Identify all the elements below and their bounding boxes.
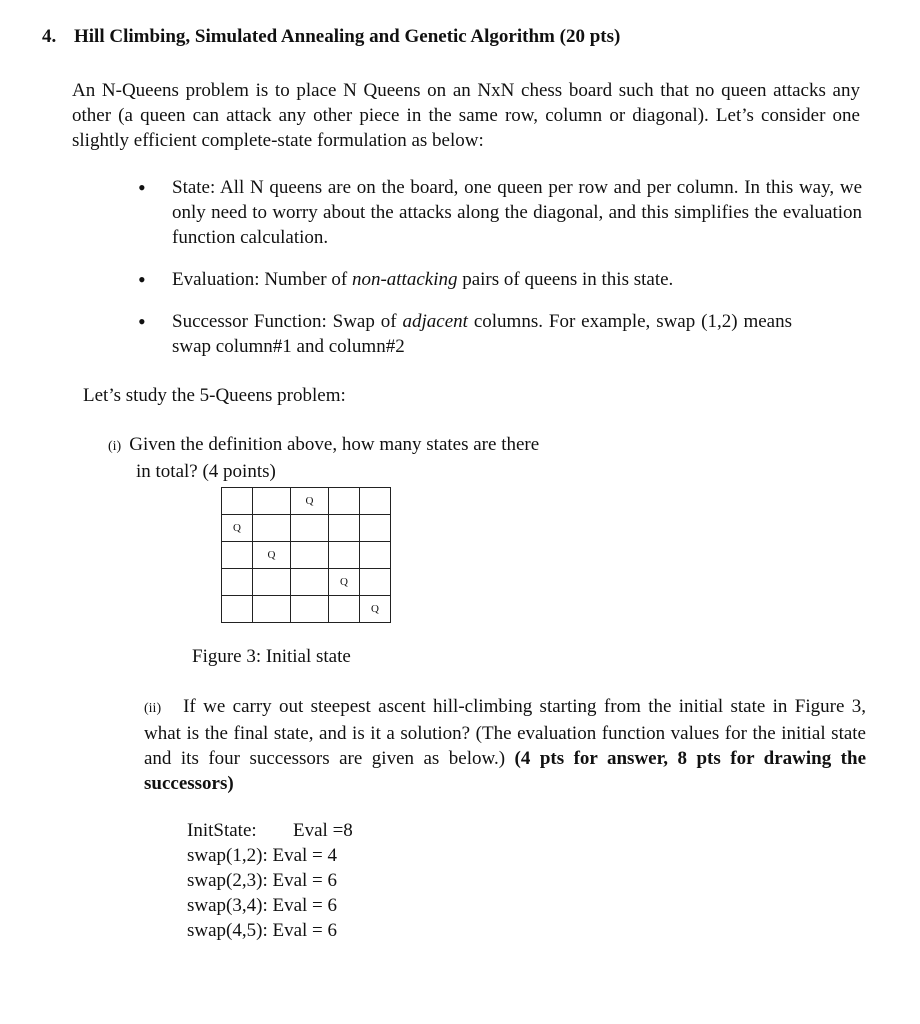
question-1	[108, 432, 628, 484]
evaluation-bullet	[136, 267, 862, 292]
evaluation-row	[187, 893, 353, 918]
board-cell	[329, 515, 360, 542]
question-2	[144, 694, 866, 796]
board-cell	[222, 488, 253, 515]
board-cell	[253, 569, 291, 596]
question-2-label: (ii)	[144, 701, 162, 716]
board-cell	[253, 488, 291, 515]
queen-cell: Q	[329, 569, 360, 596]
board-cell	[222, 569, 253, 596]
evaluation-name: swap(1,2):	[187, 845, 268, 866]
board-cell	[253, 596, 291, 623]
board-row	[222, 596, 391, 623]
successor-emphasis: adjacent	[402, 311, 468, 332]
evaluation-name: swap(3,4):	[187, 895, 268, 916]
evaluation-value: Eval = 6	[272, 870, 338, 891]
board-cell	[360, 515, 391, 542]
successor-text-pre: Successor Function: Swap of	[172, 311, 403, 332]
queen-cell: Q	[253, 542, 291, 569]
board-cell	[291, 569, 329, 596]
board-cell	[360, 569, 391, 596]
evaluation-row	[187, 868, 353, 893]
board-cell	[360, 542, 391, 569]
successor-text-post: columns. For example, swap (1,2) means swap column#1 and column#2	[172, 311, 792, 357]
board-cell	[222, 542, 253, 569]
evaluation-emphasis: non-attacking	[351, 269, 458, 290]
question-1-label: (i)	[108, 439, 122, 454]
chess-board	[221, 487, 391, 623]
evaluation-value: Eval = 6	[272, 895, 338, 916]
board-row	[222, 542, 391, 569]
board-cell	[253, 515, 291, 542]
question-2-text: If we carry out steepest ascent hill-climbing starting from the initial state in Figure 3, what is the final state, and is it a solution? (The evaluation function values for the initial state and its four successors are given as below.)	[144, 696, 866, 769]
evaluation-value: Eval =8	[293, 820, 353, 841]
section-heading	[42, 26, 620, 48]
board-row	[222, 569, 391, 596]
queen-cell: Q	[222, 515, 253, 542]
evaluation-name: swap(4,5):	[187, 920, 268, 941]
successor-bullet	[136, 309, 792, 359]
board-cell	[291, 515, 329, 542]
study-line: Let’s study the 5-Queens problem:	[83, 385, 346, 406]
board-cell	[329, 488, 360, 515]
evaluation-name: InitState:	[187, 820, 257, 841]
evaluation-row	[187, 818, 353, 843]
queen-cell: Q	[360, 596, 391, 623]
evaluation-name: swap(2,3):	[187, 870, 268, 891]
formulation-list	[136, 175, 862, 359]
evaluation-row	[187, 843, 353, 868]
board-cell	[329, 596, 360, 623]
section-title: Hill Climbing, Simulated Annealing and Genetic Algorithm (20 pts)	[74, 26, 621, 47]
question-1-line-2: in total? (4 points)	[136, 461, 276, 482]
section-number: 4.	[42, 26, 57, 47]
evaluation-value: Eval = 6	[272, 920, 338, 941]
state-bullet: • State: All N queens are on the board, one queen per row and per column. In this way, we only need to worry about the attacks along the diagonal, and this simplifies the evaluation function calculation.	[136, 175, 862, 250]
intro-paragraph: An N-Queens problem is to place N Queens on an NxN chess board such that no queen attacks any other (a queen can attack any other piece in the same row, column or diagonal). Let’s consider one slightly efficient complete-state formulation as below:	[72, 80, 860, 151]
evaluation-text-pre: Evaluation: Number of	[172, 269, 352, 290]
board-cell	[360, 488, 391, 515]
board-cell	[222, 596, 253, 623]
board-cell	[291, 596, 329, 623]
board-row	[222, 515, 391, 542]
board-cell	[291, 542, 329, 569]
question-2-points: (4 pts for answer, 8 pts for drawing the successors)	[144, 748, 867, 794]
question-1-line-1: Given the definition above, how many states are there	[129, 434, 540, 455]
evaluation-text-post: pairs of queens in this state.	[457, 269, 674, 290]
board-cell	[329, 542, 360, 569]
figure-caption: Figure 3: Initial state	[192, 646, 351, 667]
evaluation-value: Eval = 4	[272, 845, 338, 866]
evaluation-row	[187, 918, 353, 943]
queen-cell: Q	[291, 488, 329, 515]
evaluation-list	[187, 818, 353, 943]
board-row	[222, 488, 391, 515]
